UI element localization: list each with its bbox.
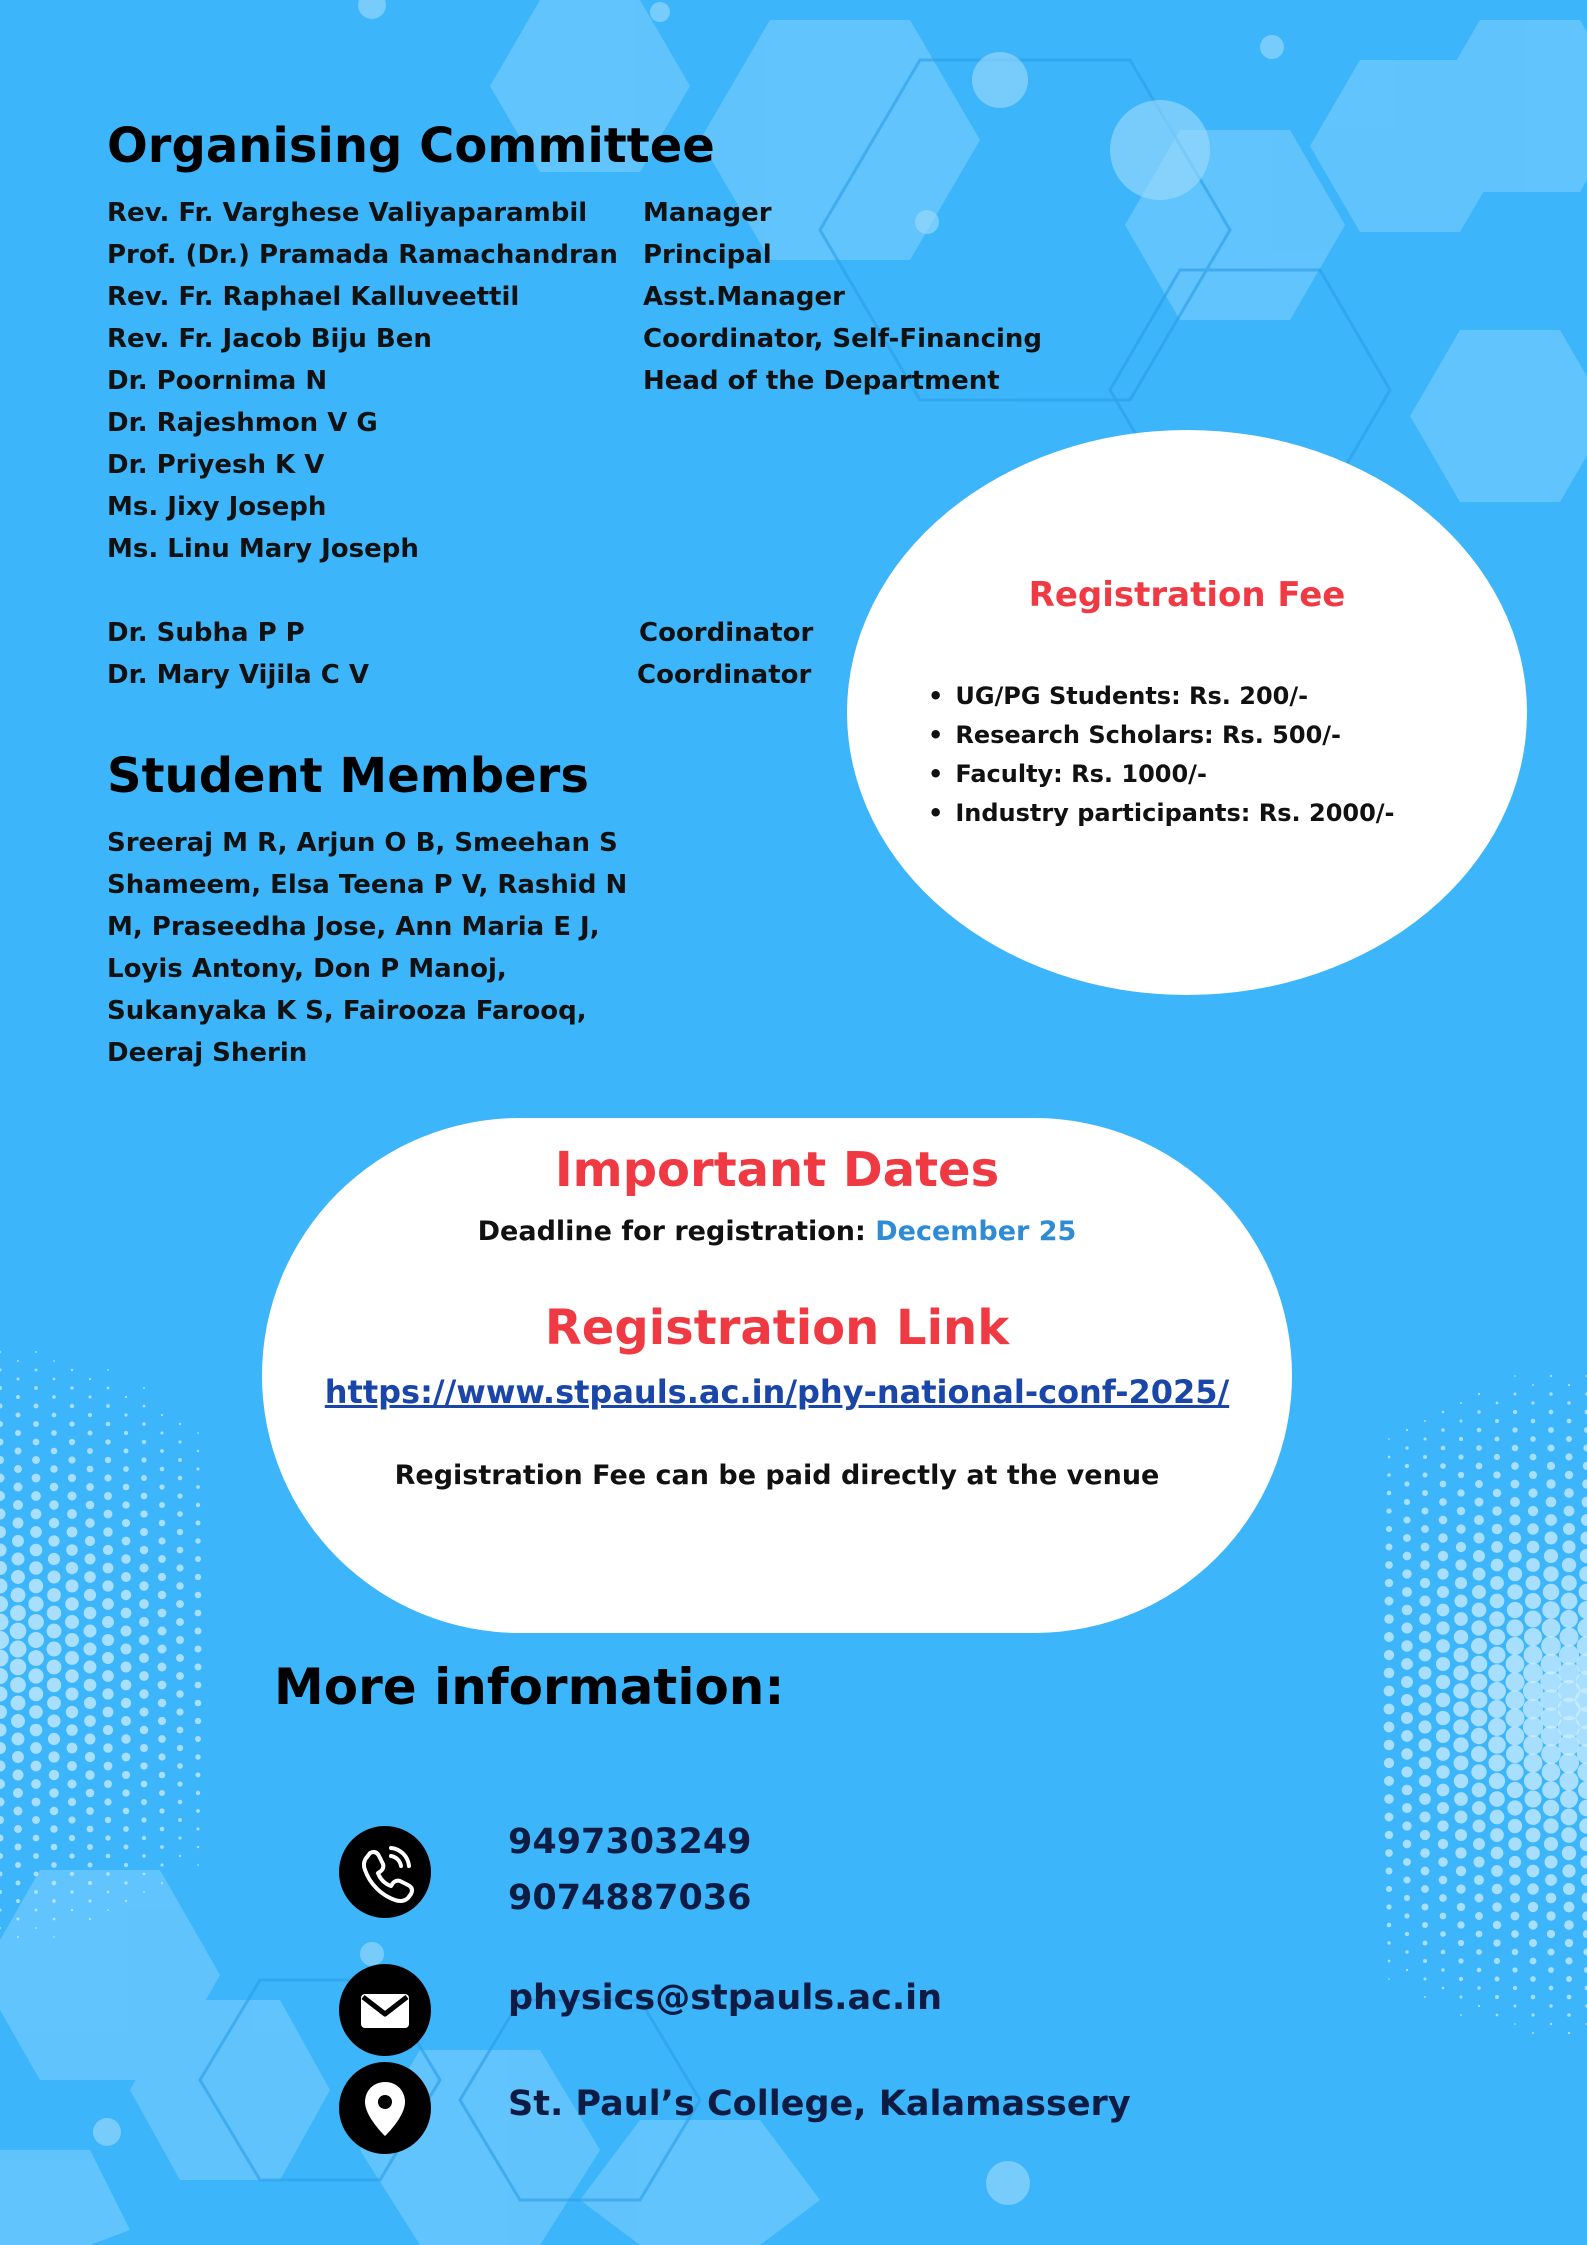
registration-fee-list (932, 677, 1395, 833)
deadline-label: Deadline for registration: (477, 1216, 866, 1247)
member-name: Rev. Fr. Varghese Valiyaparambil (107, 198, 588, 228)
fee-item: • Industry participants: Rs. 2000/- (932, 794, 1395, 833)
member-role: Coordinator, Self-Financing (643, 324, 1043, 354)
phone-icon (339, 1826, 431, 1918)
fee-payment-note: Registration Fee can be paid directly at the venue (394, 1460, 1160, 1491)
coordinator-role: Coordinator (639, 618, 814, 648)
important-dates-title: Important Dates (554, 1142, 1000, 1198)
coordinator-name: Dr. Subha P P (107, 618, 305, 648)
registration-link[interactable]: https://www.stpauls.ac.in/phy-national-conf-2025/ (324, 1373, 1230, 1411)
students-heading: Student Members (107, 748, 589, 804)
member-name: Rev. Fr. Jacob Biju Ben (107, 324, 432, 354)
coordinator-role: Coordinator (637, 660, 812, 690)
member-name: Ms. Jixy Joseph (107, 492, 327, 522)
member-name: Prof. (Dr.) Pramada Ramachandran (107, 240, 618, 270)
member-name: Dr. Rajeshmon V G (107, 408, 378, 438)
deadline-date: December 25 (875, 1216, 1077, 1247)
member-name: Ms. Linu Mary Joseph (107, 534, 419, 564)
phone-number[interactable]: 9497303249 (508, 1822, 752, 1862)
committee-heading: Organising Committee (107, 118, 715, 174)
phone-number[interactable]: 9074887036 (508, 1878, 752, 1918)
member-role: Principal (643, 240, 772, 270)
email-address[interactable]: physics@stpauls.ac.in (508, 1978, 943, 2018)
member-name: Dr. Poornima N (107, 366, 328, 396)
registration-link-wrapper (262, 1373, 1292, 1411)
member-role: Manager (643, 198, 772, 228)
mail-icon (339, 1964, 431, 2056)
fee-item: • Research Scholars: Rs. 500/- (932, 716, 1395, 755)
registration-fee-title: Registration Fee (1028, 575, 1346, 615)
location-address: St. Paul’s College, Kalamassery (508, 2084, 1131, 2124)
member-role: Head of the Department (643, 366, 1000, 396)
fee-item: • UG/PG Students: Rs. 200/- (932, 677, 1395, 716)
member-role: Asst.Manager (643, 282, 845, 312)
fee-item: • Faculty: Rs. 1000/- (932, 755, 1395, 794)
student-members-list: Sreeraj M R, Arjun O B, Smeehan S Shameem, Elsa Teena P V, Rashid N M, Praseedha Jose, Ann Maria E J, Loyis Antony, Don P Manoj, Sukanyaka K S, Fairooza Farooq, Deeraj Sherin (107, 828, 628, 1068)
registration-link-title: Registration Link (544, 1300, 1010, 1356)
member-name: Dr. Priyesh K V (107, 450, 325, 480)
location-pin-icon (339, 2062, 431, 2154)
more-info-heading: More information: (274, 1658, 785, 1716)
coordinator-name: Dr. Mary Vijila C V (107, 660, 370, 690)
member-name: Rev. Fr. Raphael Kalluveettil (107, 282, 520, 312)
deadline-line (262, 1216, 1292, 1247)
